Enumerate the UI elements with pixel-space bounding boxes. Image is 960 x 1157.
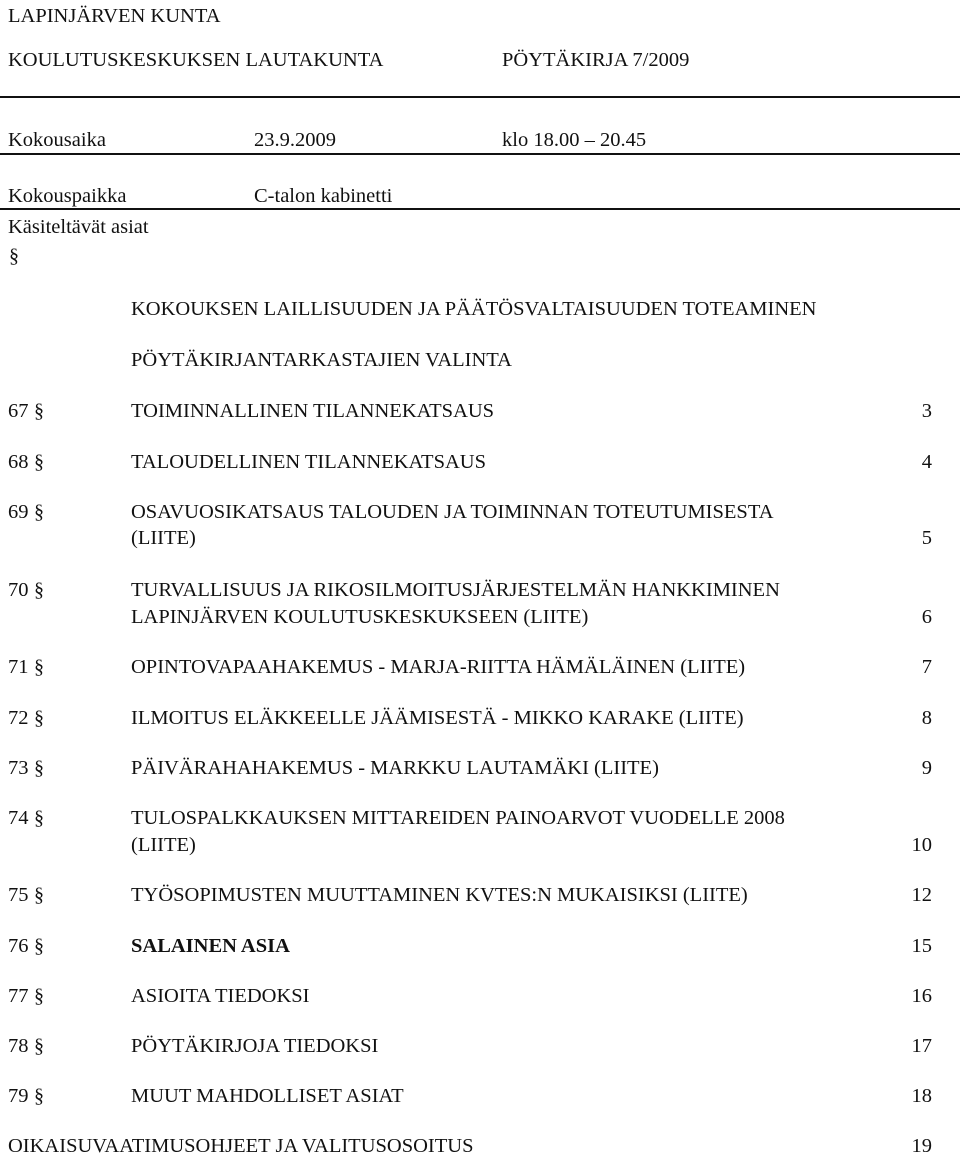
item-title: ASIOITA TIEDOKSI — [131, 985, 310, 1007]
item-title-line-1: TURVALLISUUS JA RIKOSILMOITUSJÄRJESTELMÄN HANKKIMINEN — [131, 579, 780, 601]
preliminary-item-quorum: KOKOUKSEN LAILLISUUDEN JA PÄÄTÖSVALTAISUUDEN TOTEAMINEN — [131, 298, 817, 320]
item-page: 3 — [921, 400, 932, 422]
item-section-number: 73 — [8, 757, 29, 779]
item-section-number: 70 — [8, 579, 29, 601]
section-sign: § — [34, 807, 44, 829]
meeting-time-label: Kokousaika — [8, 129, 106, 151]
section-sign: § — [34, 884, 44, 906]
item-page: 7 — [921, 656, 932, 678]
item-page: 6 — [921, 606, 932, 628]
item-section-number: 67 — [8, 400, 29, 422]
header-rule — [0, 96, 960, 98]
section-sign: § — [34, 400, 44, 422]
item-title: SALAINEN ASIA — [131, 935, 290, 957]
item-section-number: 71 — [8, 656, 29, 678]
item-page: 4 — [921, 451, 932, 473]
item-title-line-2: LAPINJÄRVEN KOULUTUSKESKUKSEEN (LIITE) — [131, 606, 589, 628]
section-sign: § — [34, 1085, 44, 1107]
item-section-number: 77 — [8, 985, 29, 1007]
item-page: 18 — [911, 1085, 932, 1107]
item-title: TALOUDELLINEN TILANNEKATSAUS — [131, 451, 486, 473]
item-page: 5 — [921, 527, 932, 549]
item-title-line-1: TULOSPALKKAUKSEN MITTAREIDEN PAINOARVOT VUODELLE 2008 — [131, 807, 785, 829]
item-section-number: 76 — [8, 935, 29, 957]
item-title-line-2: (LIITE) — [131, 834, 196, 856]
item-section-number: 69 — [8, 501, 29, 523]
item-title: TOIMINNALLINEN TILANNEKATSAUS — [131, 400, 495, 422]
section-sign: § — [34, 1035, 44, 1057]
appeal-instructions: OIKAISUVAATIMUSOHJEET JA VALITUSOSOITUS — [8, 1135, 474, 1157]
item-page: 12 — [911, 884, 932, 906]
item-title: ILMOITUS ELÄKKEELLE JÄÄMISESTÄ - MIKKO KARAKE (LIITE) — [131, 707, 744, 729]
item-page: 8 — [921, 707, 932, 729]
meeting-time: klo 18.00 – 20.45 — [502, 129, 647, 151]
item-section-number: 75 — [8, 884, 29, 906]
meeting-date: 23.9.2009 — [254, 129, 336, 151]
item-section-number: 78 — [8, 1035, 29, 1057]
committee-name: KOULUTUSKESKUKSEN LAUTAKUNTA — [8, 49, 384, 71]
time-rule — [0, 153, 960, 155]
item-title: OPINTOVAPAAHAKEMUS - MARJA-RIITTA HÄMÄLÄINEN (LIITE) — [131, 656, 746, 678]
section-sign: § — [34, 451, 44, 473]
section-sign: § — [34, 656, 44, 678]
item-title-line-2: (LIITE) — [131, 527, 196, 549]
section-sign: § — [34, 501, 44, 523]
section-sign: § — [34, 985, 44, 1007]
items-heading: Käsiteltävät asiat — [8, 216, 149, 238]
section-sign: § — [34, 935, 44, 957]
item-title-line-1: OSAVUOSIKATSAUS TALOUDEN JA TOIMINNAN TOTEUTUMISESTA — [131, 501, 774, 523]
appeal-instructions-page: 19 — [911, 1135, 932, 1157]
item-title: TYÖSOPIMUSTEN MUUTTAMINEN KVTES:N MUKAISIKSI (LIITE) — [131, 884, 748, 906]
item-page: 10 — [911, 834, 932, 856]
item-title: PÖYTÄKIRJOJA TIEDOKSI — [131, 1035, 379, 1057]
minutes-number: PÖYTÄKIRJA 7/2009 — [502, 49, 690, 71]
item-title: MUUT MAHDOLLISET ASIAT — [131, 1085, 404, 1107]
item-page: 17 — [911, 1035, 932, 1057]
section-sign: § — [34, 707, 44, 729]
meeting-place: C-talon kabinetti — [254, 185, 393, 207]
item-section-number: 74 — [8, 807, 29, 829]
item-section-number: 79 — [8, 1085, 29, 1107]
place-rule — [0, 208, 960, 210]
item-page: 15 — [911, 935, 932, 957]
organization-name: LAPINJÄRVEN KUNTA — [8, 5, 221, 27]
item-title: PÄIVÄRAHAHAKEMUS - MARKKU LAUTAMÄKI (LIITE) — [131, 757, 659, 779]
item-section-number: 68 — [8, 451, 29, 473]
section-sign-heading: § — [9, 245, 19, 267]
meeting-place-label: Kokouspaikka — [8, 185, 127, 207]
preliminary-item-inspectors: PÖYTÄKIRJANTARKASTAJIEN VALINTA — [131, 349, 512, 371]
section-sign: § — [34, 757, 44, 779]
item-page: 16 — [911, 985, 932, 1007]
section-sign: § — [34, 579, 44, 601]
item-page: 9 — [921, 757, 932, 779]
item-section-number: 72 — [8, 707, 29, 729]
